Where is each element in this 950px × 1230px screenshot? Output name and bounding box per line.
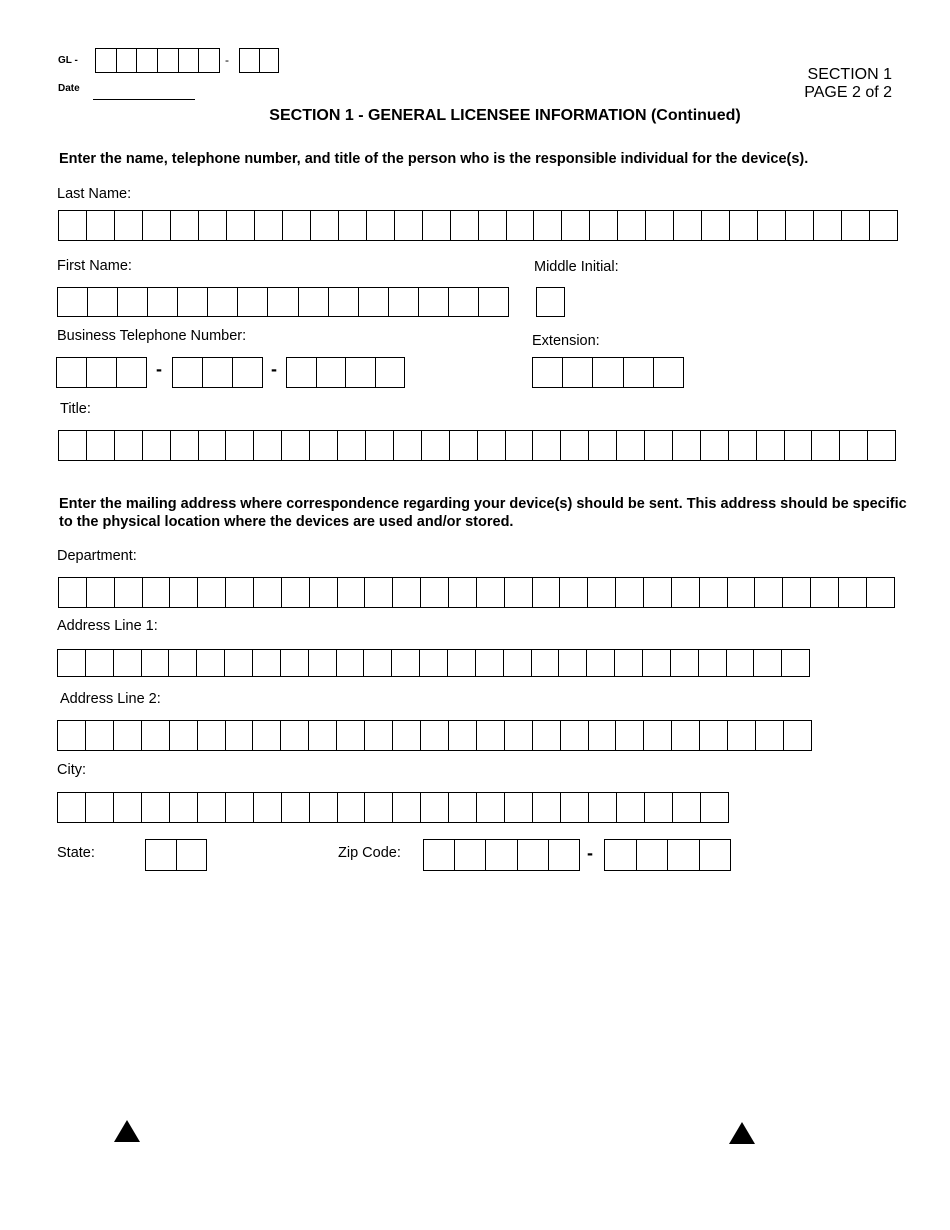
last-name-label: Last Name:: [57, 186, 132, 202]
char-box[interactable]: [449, 578, 477, 607]
char-box[interactable]: [338, 578, 366, 607]
char-box[interactable]: [114, 721, 142, 750]
char-box[interactable]: [786, 211, 814, 240]
city-field[interactable]: [57, 792, 729, 823]
char-box[interactable]: [117, 358, 146, 387]
first-name-field[interactable]: [57, 287, 509, 317]
char-box[interactable]: [198, 721, 226, 750]
first-name-label: First Name:: [57, 258, 132, 274]
page-title: SECTION 1 - GENERAL LICENSEE INFORMATION (Continued): [269, 107, 741, 124]
char-box[interactable]: [420, 650, 448, 676]
char-box[interactable]: [158, 49, 179, 72]
char-box[interactable]: [700, 840, 731, 870]
char-box[interactable]: [533, 793, 561, 822]
phone-label: Business Telephone Number:: [57, 328, 247, 344]
char-box[interactable]: [170, 721, 198, 750]
extension-field[interactable]: [532, 357, 684, 388]
zip-dash: -: [587, 843, 593, 863]
char-box[interactable]: [339, 211, 367, 240]
char-box[interactable]: [757, 431, 785, 460]
char-box[interactable]: [199, 211, 227, 240]
char-box[interactable]: [730, 211, 758, 240]
char-box[interactable]: [203, 358, 233, 387]
char-box[interactable]: [115, 431, 143, 460]
char-box[interactable]: [57, 358, 87, 387]
char-box[interactable]: [673, 431, 701, 460]
char-box[interactable]: [537, 288, 564, 316]
char-box[interactable]: [142, 793, 170, 822]
char-box[interactable]: [478, 431, 506, 460]
char-box[interactable]: [282, 431, 310, 460]
char-box[interactable]: [59, 578, 87, 607]
mailing-instructions: Enter the mailing address where correspondence regarding your device(s) should be sent. This address should be specific to the physical location where the devices are used and/or stored.: [59, 496, 907, 530]
char-box[interactable]: [449, 721, 477, 750]
char-box[interactable]: [198, 793, 226, 822]
char-box[interactable]: [563, 358, 593, 387]
char-box[interactable]: [561, 721, 589, 750]
char-box[interactable]: [518, 840, 549, 870]
char-box[interactable]: [589, 793, 617, 822]
char-box[interactable]: [593, 358, 623, 387]
char-box[interactable]: [364, 650, 392, 676]
char-box[interactable]: [505, 721, 533, 750]
middle-initial-label: Middle Initial:: [534, 259, 619, 275]
char-box[interactable]: [365, 721, 393, 750]
char-box[interactable]: [309, 650, 337, 676]
char-box[interactable]: [506, 431, 534, 460]
char-box[interactable]: [645, 431, 673, 460]
department-label: Department:: [57, 548, 137, 564]
char-box[interactable]: [394, 431, 422, 460]
char-box[interactable]: [365, 793, 393, 822]
char-box[interactable]: [143, 431, 171, 460]
triangle-left-icon: [114, 1120, 140, 1142]
char-box[interactable]: [170, 578, 198, 607]
char-box[interactable]: [260, 49, 279, 72]
char-box[interactable]: [645, 793, 673, 822]
char-box[interactable]: [449, 288, 479, 316]
char-box[interactable]: [254, 793, 282, 822]
char-box[interactable]: [644, 721, 672, 750]
char-box[interactable]: [198, 578, 226, 607]
char-box[interactable]: [590, 211, 618, 240]
char-box[interactable]: [605, 840, 637, 870]
char-box[interactable]: [338, 431, 366, 460]
char-box[interactable]: [785, 431, 813, 460]
char-box[interactable]: [699, 650, 727, 676]
char-box[interactable]: [842, 211, 870, 240]
extension-label: Extension:: [532, 333, 600, 349]
char-box[interactable]: [87, 578, 115, 607]
char-box[interactable]: [756, 721, 784, 750]
char-box[interactable]: [226, 431, 254, 460]
char-box[interactable]: [86, 721, 114, 750]
char-box[interactable]: [867, 578, 894, 607]
responsible-instructions: Enter the name, telephone number, and title of the person who is the responsible individual for the device(s).: [59, 151, 809, 167]
char-box[interactable]: [253, 721, 281, 750]
char-box[interactable]: [114, 793, 142, 822]
char-box[interactable]: [615, 650, 643, 676]
char-box[interactable]: [479, 211, 507, 240]
char-box[interactable]: [533, 578, 561, 607]
char-box[interactable]: [117, 49, 138, 72]
char-box[interactable]: [532, 650, 560, 676]
char-box[interactable]: [178, 288, 208, 316]
char-box[interactable]: [281, 721, 309, 750]
char-box[interactable]: [115, 578, 143, 607]
char-box[interactable]: [142, 721, 170, 750]
char-box[interactable]: [169, 650, 197, 676]
char-box[interactable]: [208, 288, 238, 316]
char-box[interactable]: [486, 840, 517, 870]
zip-label: Zip Code:: [338, 845, 401, 861]
char-box[interactable]: [700, 721, 728, 750]
char-box[interactable]: [226, 721, 254, 750]
char-box[interactable]: [654, 358, 683, 387]
char-box[interactable]: [449, 793, 477, 822]
char-box[interactable]: [88, 288, 118, 316]
char-box[interactable]: [477, 578, 505, 607]
char-box[interactable]: [455, 840, 486, 870]
char-box[interactable]: [505, 578, 533, 607]
char-box[interactable]: [226, 793, 254, 822]
char-box[interactable]: [359, 288, 389, 316]
char-box[interactable]: [393, 578, 421, 607]
char-box[interactable]: [254, 578, 282, 607]
char-box[interactable]: [282, 793, 310, 822]
char-box[interactable]: [673, 793, 701, 822]
char-box[interactable]: [754, 650, 782, 676]
char-box[interactable]: [171, 431, 199, 460]
char-box[interactable]: [618, 211, 646, 240]
char-box[interactable]: [784, 721, 811, 750]
char-box[interactable]: [299, 288, 329, 316]
char-box[interactable]: [617, 793, 645, 822]
char-box[interactable]: [118, 288, 148, 316]
char-box[interactable]: [337, 650, 365, 676]
char-box[interactable]: [617, 431, 645, 460]
char-box[interactable]: [59, 431, 87, 460]
char-box[interactable]: [507, 211, 535, 240]
char-box[interactable]: [870, 211, 897, 240]
char-box[interactable]: [115, 211, 143, 240]
char-box[interactable]: [422, 431, 450, 460]
date-label: Date: [58, 83, 80, 94]
gl-label: GL -: [58, 55, 78, 66]
state-field[interactable]: [145, 839, 207, 871]
char-box[interactable]: [309, 721, 337, 750]
char-box[interactable]: [671, 650, 699, 676]
char-box[interactable]: [728, 721, 756, 750]
char-box[interactable]: [389, 288, 419, 316]
char-box[interactable]: [170, 793, 198, 822]
char-box[interactable]: [588, 578, 616, 607]
char-box[interactable]: [702, 211, 730, 240]
page-number: PAGE 2 of 2: [804, 84, 892, 101]
phone-line-field[interactable]: [286, 357, 405, 388]
address1-label: Address Line 1:: [57, 618, 158, 634]
char-box[interactable]: [674, 211, 702, 240]
char-box[interactable]: [96, 49, 117, 72]
char-box[interactable]: [58, 650, 86, 676]
char-box[interactable]: [254, 431, 282, 460]
char-box[interactable]: [646, 211, 674, 240]
char-box[interactable]: [253, 650, 281, 676]
char-box[interactable]: [560, 578, 588, 607]
char-box[interactable]: [701, 793, 728, 822]
char-box[interactable]: [476, 650, 504, 676]
char-box[interactable]: [337, 721, 365, 750]
char-box[interactable]: [728, 578, 756, 607]
char-box[interactable]: [137, 49, 158, 72]
char-box[interactable]: [199, 431, 227, 460]
char-box[interactable]: [559, 650, 587, 676]
char-box[interactable]: [173, 358, 203, 387]
section-number: SECTION 1: [807, 66, 892, 83]
char-box[interactable]: [643, 650, 671, 676]
char-box[interactable]: [317, 358, 347, 387]
char-box[interactable]: [311, 211, 339, 240]
department-field[interactable]: [58, 577, 895, 608]
char-box[interactable]: [589, 721, 617, 750]
char-box[interactable]: [549, 840, 579, 870]
char-box[interactable]: [587, 650, 615, 676]
char-box[interactable]: [282, 578, 310, 607]
char-box[interactable]: [450, 431, 478, 460]
address2-label: Address Line 2:: [60, 691, 161, 707]
char-box[interactable]: [839, 578, 867, 607]
char-box[interactable]: [393, 721, 421, 750]
gl-suffix-field[interactable]: [239, 48, 279, 73]
char-box[interactable]: [782, 650, 809, 676]
char-box[interactable]: [700, 578, 728, 607]
char-box[interactable]: [58, 721, 86, 750]
char-box[interactable]: [672, 721, 700, 750]
zip-plus4-field[interactable]: [604, 839, 731, 871]
address1-field[interactable]: [57, 649, 810, 677]
char-box[interactable]: [227, 211, 255, 240]
char-box[interactable]: [616, 721, 644, 750]
char-box[interactable]: [86, 650, 114, 676]
char-box[interactable]: [729, 431, 757, 460]
triangle-right-icon: [729, 1122, 755, 1144]
char-box[interactable]: [589, 431, 617, 460]
char-box[interactable]: [701, 431, 729, 460]
char-box[interactable]: [421, 578, 449, 607]
char-box[interactable]: [814, 211, 842, 240]
address2-field[interactable]: [57, 720, 812, 751]
char-box[interactable]: [329, 288, 359, 316]
char-box[interactable]: [366, 431, 394, 460]
state-label: State:: [57, 845, 95, 861]
date-field[interactable]: [93, 99, 195, 100]
char-box[interactable]: [142, 650, 170, 676]
char-box[interactable]: [504, 650, 532, 676]
zip-field[interactable]: [423, 839, 580, 871]
char-box[interactable]: [672, 578, 700, 607]
char-box[interactable]: [668, 840, 700, 870]
char-box[interactable]: [755, 578, 783, 607]
char-box[interactable]: [58, 793, 86, 822]
char-box[interactable]: [561, 431, 589, 460]
char-box[interactable]: [395, 211, 423, 240]
char-box[interactable]: [225, 650, 253, 676]
char-box[interactable]: [783, 578, 811, 607]
char-box[interactable]: [287, 358, 317, 387]
char-box[interactable]: [419, 288, 449, 316]
char-box[interactable]: [367, 211, 395, 240]
phone-dash-1: -: [156, 359, 162, 379]
char-box[interactable]: [393, 793, 421, 822]
middle-initial-field[interactable]: [536, 287, 565, 317]
char-box[interactable]: [424, 840, 455, 870]
char-box[interactable]: [868, 431, 895, 460]
char-box[interactable]: [238, 288, 268, 316]
phone-prefix-field[interactable]: [172, 357, 263, 388]
char-box[interactable]: [479, 288, 508, 316]
char-box[interactable]: [197, 650, 225, 676]
char-box[interactable]: [562, 211, 590, 240]
char-box[interactable]: [240, 49, 260, 72]
char-box[interactable]: [281, 650, 309, 676]
char-box[interactable]: [376, 358, 405, 387]
char-box[interactable]: [448, 650, 476, 676]
char-box[interactable]: [644, 578, 672, 607]
char-box[interactable]: [477, 721, 505, 750]
char-box[interactable]: [59, 211, 87, 240]
char-box[interactable]: [87, 358, 117, 387]
char-box[interactable]: [534, 211, 562, 240]
char-box[interactable]: [310, 431, 338, 460]
char-box[interactable]: [87, 211, 115, 240]
char-box[interactable]: [451, 211, 479, 240]
char-box[interactable]: [338, 793, 366, 822]
char-box[interactable]: [143, 211, 171, 240]
title-field[interactable]: [58, 430, 896, 461]
char-box[interactable]: [143, 578, 171, 607]
city-label: City:: [57, 762, 86, 778]
char-box[interactable]: [148, 288, 178, 316]
gl-dash: -: [225, 53, 229, 67]
char-box[interactable]: [423, 211, 451, 240]
char-box[interactable]: [811, 578, 839, 607]
char-box[interactable]: [283, 211, 311, 240]
char-box[interactable]: [199, 49, 219, 72]
char-box[interactable]: [346, 358, 376, 387]
char-box[interactable]: [233, 358, 262, 387]
char-box[interactable]: [365, 578, 393, 607]
char-box[interactable]: [840, 431, 868, 460]
char-box[interactable]: [268, 288, 298, 316]
char-box[interactable]: [616, 578, 644, 607]
char-box[interactable]: [310, 578, 338, 607]
char-box[interactable]: [637, 840, 669, 870]
char-box[interactable]: [533, 431, 561, 460]
char-box[interactable]: [561, 793, 589, 822]
title-label: Title:: [60, 401, 91, 417]
char-box[interactable]: [255, 211, 283, 240]
phone-area-field[interactable]: [56, 357, 147, 388]
char-box[interactable]: [392, 650, 420, 676]
char-box[interactable]: [477, 793, 505, 822]
phone-dash-2: -: [271, 359, 277, 379]
char-box[interactable]: [226, 578, 254, 607]
char-box[interactable]: [179, 49, 200, 72]
char-box[interactable]: [86, 793, 114, 822]
char-box[interactable]: [727, 650, 755, 676]
gl-number-field[interactable]: [95, 48, 220, 73]
char-box[interactable]: [758, 211, 786, 240]
char-box[interactable]: [624, 358, 654, 387]
char-box[interactable]: [171, 211, 199, 240]
char-box[interactable]: [58, 288, 88, 316]
section-block: [804, 66, 892, 102]
char-box[interactable]: [114, 650, 142, 676]
char-box[interactable]: [533, 358, 563, 387]
char-box[interactable]: [146, 840, 177, 870]
char-box[interactable]: [505, 793, 533, 822]
char-box[interactable]: [421, 721, 449, 750]
char-box[interactable]: [421, 793, 449, 822]
last-name-field[interactable]: [58, 210, 898, 241]
char-box[interactable]: [533, 721, 561, 750]
char-box[interactable]: [310, 793, 338, 822]
char-box[interactable]: [812, 431, 840, 460]
char-box[interactable]: [177, 840, 207, 870]
char-box[interactable]: [87, 431, 115, 460]
